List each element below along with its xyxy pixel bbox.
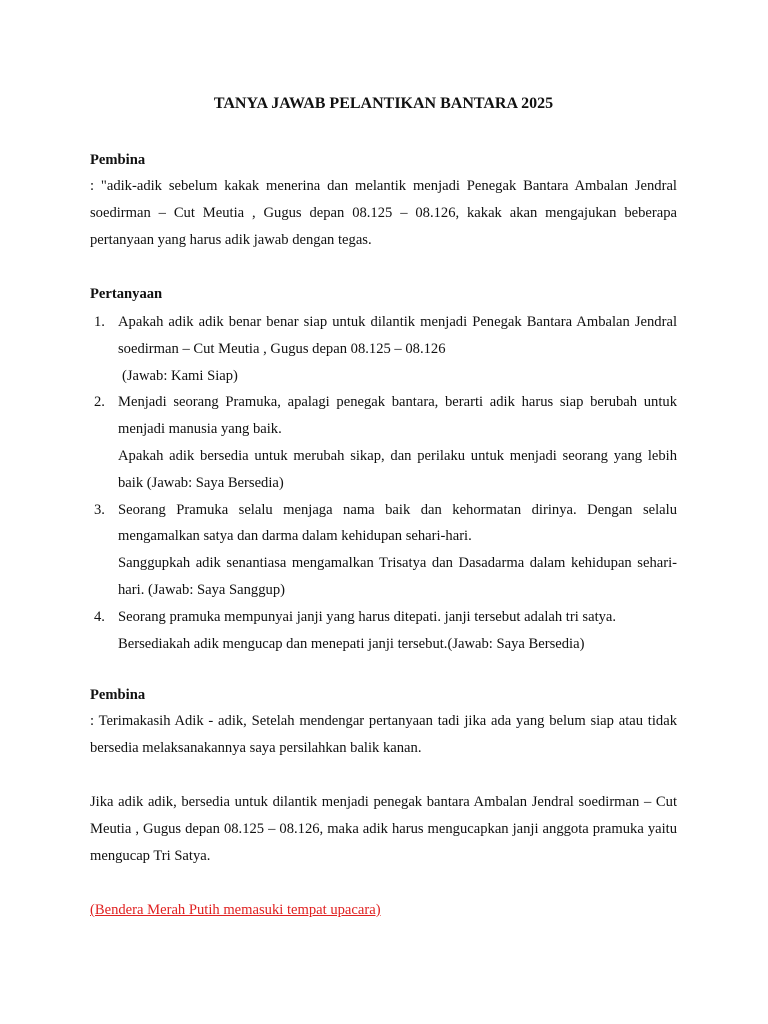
question-followup: Bersediakah adik mengucap dan menepati janji tersebut.(Jawab: Saya Bersedia) [118, 635, 585, 652]
tri-satya-instruction: Jika adik adik, bersedia untuk dilantik menjadi penegak bantara Ambalan Jendral soedirman – Cut Meutia , Gugus depan 08.125 – 08.126, maka adik harus mengucapkan janji anggota pramuka yaitu mengucap Tri Satya. [90, 794, 677, 864]
question-number: 4. [94, 608, 105, 625]
pembina-opening-text: : "adik-adik sebelum kakak menerina dan melantik menjadi Penegak Bantara Ambalan Jendral soedirman – Cut Meutia , Gugus depan 08.125 – 08.126, kakak akan mengajukan beberapa pertanyaan yang harus adik jawab dengan tegas. [90, 178, 677, 248]
question-text: Apakah adik adik benar benar siap untuk dilantik menjadi Penegak Bantara Ambalan Jendral soedirman – Cut Meutia , Gugus depan 08.125 – 08.126 [118, 314, 677, 357]
question-item [90, 389, 677, 496]
question-followup: Apakah adik bersedia untuk merubah sikap, dan perilaku untuk menjadi seorang yang lebih baik (Jawab: Saya Bersedia) [118, 447, 677, 491]
question-item [90, 497, 677, 604]
question-number: 3. [94, 501, 105, 518]
section-heading-pertanyaan: Pertanyaan [90, 286, 163, 302]
question-text: Seorang pramuka mempunyai janji yang harus ditepati. janji tersebut adalah tri satya. [118, 608, 617, 625]
question-followup: Sanggupkah adik senantiasa mengamalkan Trisatya dan Dasadarma dalam kehidupan sehari-hari. (Jawab: Saya Sanggup) [118, 555, 677, 598]
question-list [90, 309, 677, 657]
question-item [90, 309, 677, 389]
question-number: 1. [94, 314, 105, 330]
section-heading-pembina: Pembina [90, 152, 146, 168]
question-text: Menjadi seorang Pramuka, apalagi penegak bantara, berarti adik harus siap berubah untuk menjadi manusia yang baik. [118, 394, 677, 438]
pembina-closing-text: : Terimakasih Adik - adik, Setelah mendengar pertanyaan tadi jika ada yang belum siap atau tidak bersedia melaksanakannya saya persilahkan balik kanan. [90, 713, 677, 756]
document-title: TANYA JAWAB PELANTIKAN BANTARA 2025 [213, 95, 554, 112]
question-item [90, 604, 677, 658]
section-heading-pembina-closing: Pembina [90, 687, 146, 703]
question-text: Seorang Pramuka selalu menjaga nama baik dan kehormatan dirinya. Dengan selalu mengamalkan satya dan darma dalam kehidupan sehari-hari. [118, 501, 677, 545]
question-answer: (Jawab: Kami Siap) [122, 367, 238, 384]
question-number: 2. [94, 394, 105, 411]
flag-entry-note: (Bendera Merah Putih memasuki tempat upacara) [90, 902, 381, 918]
